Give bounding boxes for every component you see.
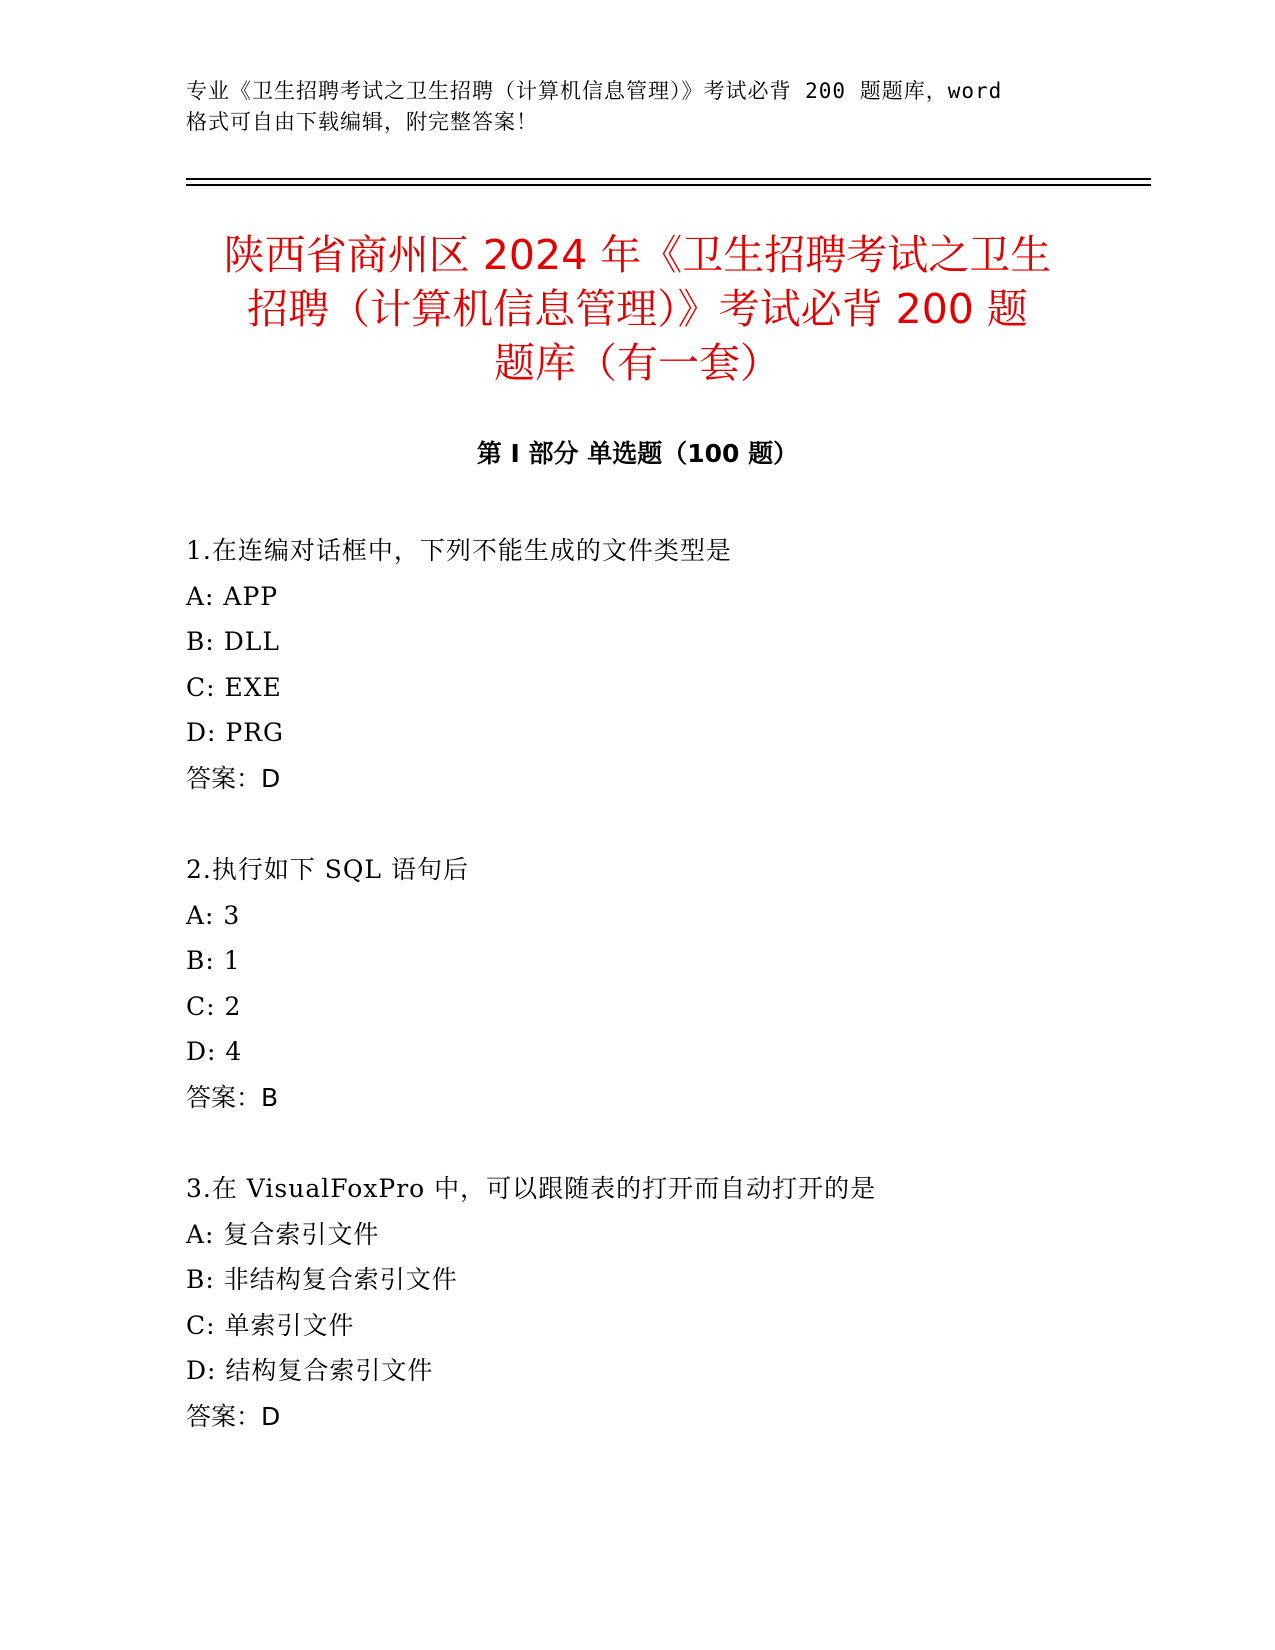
option-b: B: 非结构复合索引文件 xyxy=(186,1265,458,1294)
answer-label: 答案：D xyxy=(186,763,281,793)
answer-label: 答案：B xyxy=(186,1082,279,1112)
document-title-line-1: 陕西省商州区 2024 年《卫生招聘考试之卫生 xyxy=(223,231,1052,279)
option-d: D: PRG xyxy=(186,718,285,747)
option-b: B: 1 xyxy=(186,946,241,975)
question-stem: 3.在 VisualFoxPro 中，可以跟随表的打开而自动打开的是 xyxy=(186,1174,877,1203)
option-d: D: 结构复合索引文件 xyxy=(186,1356,434,1385)
document-title-line-2: 招聘（计算机信息管理）》考试必背 200 题 xyxy=(247,285,1028,333)
header-note xyxy=(186,76,1086,138)
option-a: A: 3 xyxy=(186,900,241,930)
header-note-line-1: 专业《卫生招聘考试之卫生招聘（计算机信息管理）》考试必背 200 题题库，word xyxy=(186,79,1003,103)
question-1 xyxy=(186,528,1146,801)
document-title xyxy=(150,228,1125,390)
question-3 xyxy=(186,1166,1146,1439)
option-c: C: 2 xyxy=(186,991,242,1021)
option-d: D: 4 xyxy=(186,1037,243,1066)
question-stem: 2.执行如下 SQL 语句后 xyxy=(186,855,469,884)
answer-label: 答案：D xyxy=(186,1401,281,1431)
question-stem: 1.在连编对话框中，下列不能生成的文件类型是 xyxy=(186,536,732,565)
question-2 xyxy=(186,847,1146,1120)
option-c: C: 单索引文件 xyxy=(186,1310,355,1340)
header-note-line-2: 格式可自由下载编辑，附完整答案！ xyxy=(186,110,538,134)
document-title-line-3: 题库（有一套） xyxy=(494,339,781,387)
option-a: A: APP xyxy=(186,581,279,611)
header-divider-top xyxy=(186,178,1151,180)
option-a: A: 复合索引文件 xyxy=(186,1219,380,1249)
option-b: B: DLL xyxy=(186,627,280,656)
option-c: C: EXE xyxy=(186,672,282,702)
question-list xyxy=(186,528,1146,1485)
header-divider-bottom xyxy=(186,184,1151,186)
section-heading: 第 I 部分 单选题（100 题） xyxy=(476,439,799,468)
